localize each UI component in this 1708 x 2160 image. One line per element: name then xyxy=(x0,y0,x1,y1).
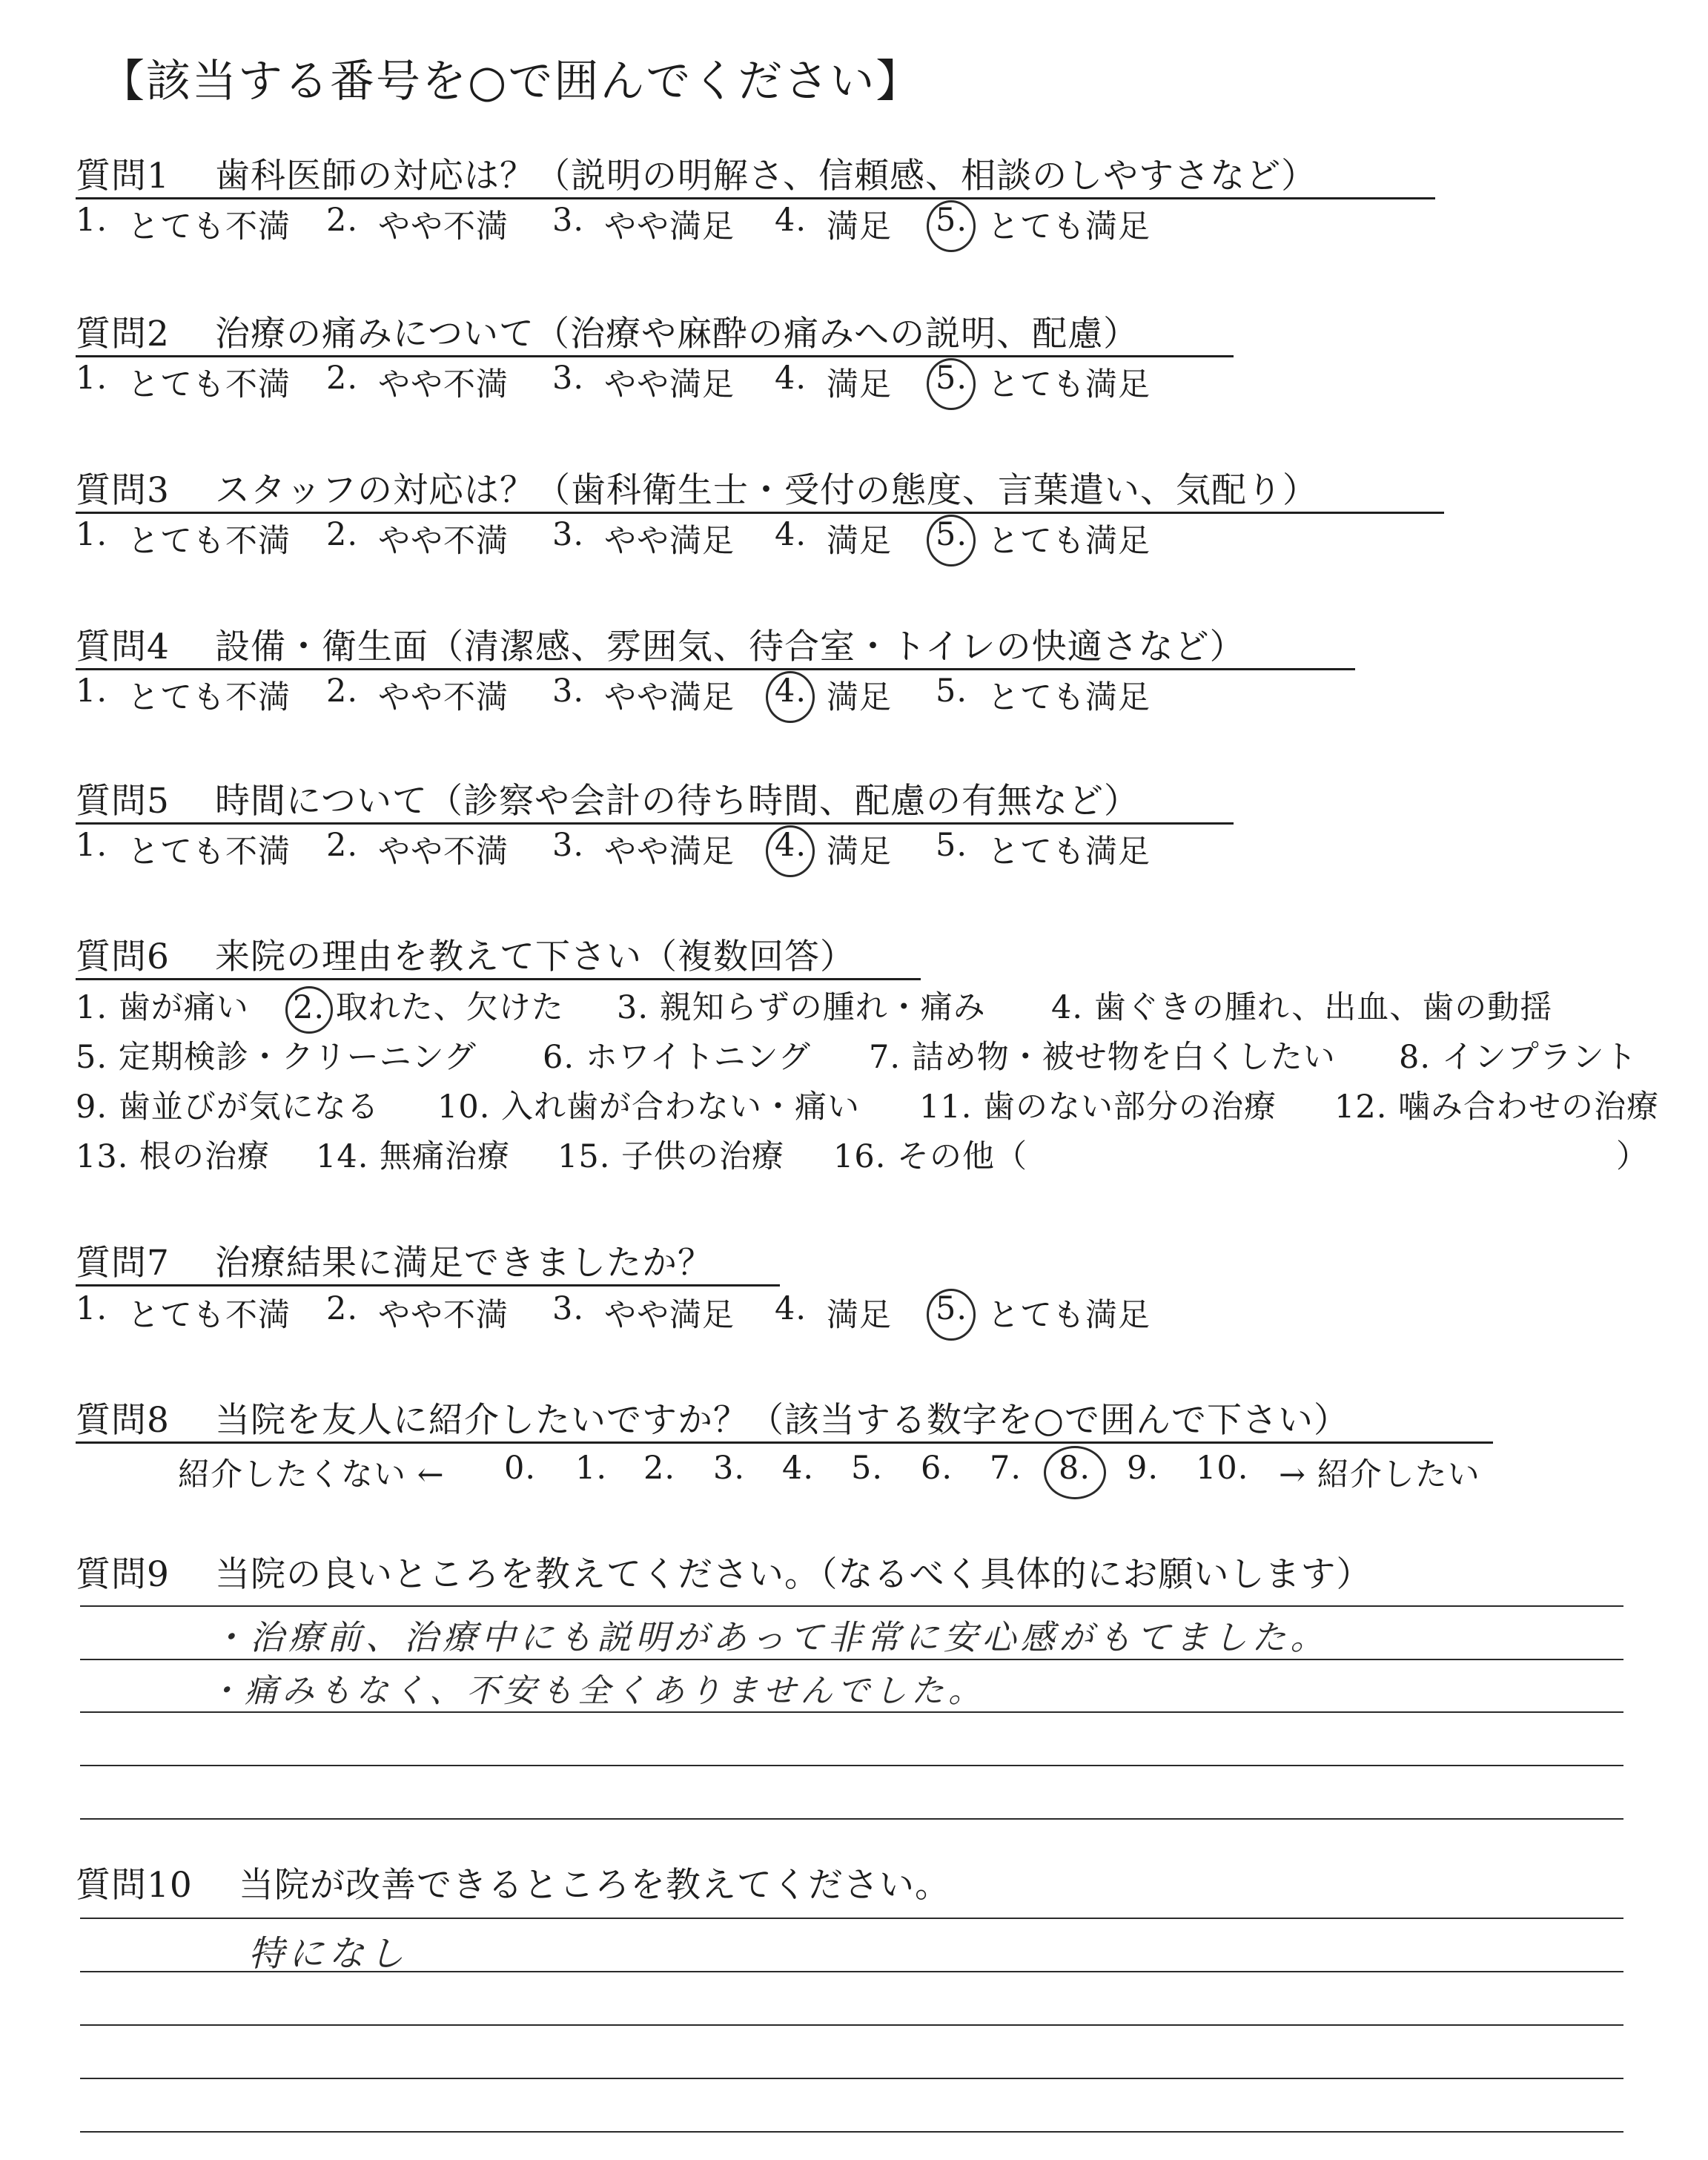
question-4-label: 質問4 xyxy=(76,627,170,667)
question-8-label: 質問8 xyxy=(76,1400,170,1441)
answer-line xyxy=(80,2078,1623,2079)
q7-option-1-label: とても不満 xyxy=(128,1297,291,1334)
q1-option-4-number: 4. xyxy=(775,202,807,239)
q5-option-3-number: 3. xyxy=(552,827,585,864)
question-6-label: 質問6 xyxy=(76,937,170,977)
q7-option-3-label: やや満足 xyxy=(604,1297,735,1334)
q1-option-5-label: とても満足 xyxy=(987,208,1151,245)
nps-option-2: 2. xyxy=(643,1450,676,1487)
q5-option-4-label: 満足 xyxy=(827,833,892,871)
answer-line xyxy=(80,1918,1623,1919)
reason-4: 4. 歯ぐきの腫れ、出血、歯の動揺 xyxy=(1051,989,1553,1026)
handwritten-answer-q9-line2: ・痛みもなく、不安も全くありませんでした。 xyxy=(208,1672,986,1710)
reason-15: 15. 子供の治療 xyxy=(557,1138,785,1175)
question-2-label: 質問2 xyxy=(76,314,170,354)
q5-option-5-label: とても満足 xyxy=(987,833,1151,871)
question-10-text: 当院が改善できるところを教えてください。 xyxy=(239,1865,950,1906)
reason-14: 14. 無痛治療 xyxy=(316,1138,511,1175)
nps-option-1: 1. xyxy=(575,1450,608,1487)
answer-circle-q1 xyxy=(927,200,976,252)
answer-circle-q4 xyxy=(766,671,815,723)
reason-9: 9. 歯並びが気になる xyxy=(76,1089,380,1126)
question-5-text: 時間について（診察や会計の待ち時間、配慮の有無など） xyxy=(215,781,1140,822)
question-7-text: 治療結果に満足できましたか？ xyxy=(215,1243,713,1284)
question-6-underline xyxy=(76,978,921,980)
page-title: 【該当する番号を○で囲んでください】 xyxy=(100,56,922,108)
q1-option-2-label: やや不満 xyxy=(378,208,509,245)
reason-8: 8. インプラント xyxy=(1399,1039,1638,1076)
answer-circle-q2 xyxy=(927,358,976,410)
reason-13: 13. 根の治療 xyxy=(76,1138,271,1175)
reason-10: 10. 入れ歯が合わない・痛い xyxy=(437,1089,861,1126)
nps-option-8: 8. xyxy=(1059,1450,1091,1487)
answer-line xyxy=(80,1765,1623,1766)
answer-circle-q6 xyxy=(285,986,333,1034)
question-8-text: 当院を友人に紹介したいですか？（該当する数字を○で囲んで下さい） xyxy=(215,1400,1350,1441)
question-1-underline xyxy=(76,197,1435,199)
q5-option-1-label: とても不満 xyxy=(128,833,291,871)
answer-line xyxy=(80,1818,1623,1820)
q7-option-1-number: 1. xyxy=(76,1290,108,1327)
question-3-text: スタッフの対応は？（歯科衛生士・受付の態度、言葉遣い、気配り） xyxy=(215,470,1318,511)
q7-option-4-number: 4. xyxy=(775,1290,807,1327)
question-1-label: 質問1 xyxy=(76,156,170,196)
q2-option-5-label: とても満足 xyxy=(987,366,1151,403)
nps-option-5: 5. xyxy=(851,1450,884,1487)
reason-16: 16. その他（ xyxy=(833,1138,1028,1175)
question-1-text: 歯科医師の対応は？（説明の明解さ、信頼感、相談のしやすさなど） xyxy=(215,156,1317,196)
nps-option-10: 10. xyxy=(1196,1450,1249,1487)
q4-option-3-number: 3. xyxy=(552,673,585,710)
nps-option-3: 3. xyxy=(713,1450,746,1487)
q3-option-3-label: やや満足 xyxy=(604,523,735,560)
answer-circle-q7 xyxy=(927,1289,976,1341)
reason-16-close-paren: ） xyxy=(1616,1138,1649,1175)
q5-option-5-number: 5. xyxy=(936,827,968,864)
q2-option-5-number: 5. xyxy=(936,360,968,397)
q7-option-2-number: 2. xyxy=(326,1290,359,1327)
question-6-text: 来院の理由を教えて下さい（複数回答） xyxy=(215,937,855,977)
question-5-label: 質問5 xyxy=(76,781,170,822)
answer-circle-q3 xyxy=(927,515,976,567)
reason-5: 5. 定期検診・クリーニング xyxy=(76,1039,477,1076)
question-9-text: 当院の良いところを教えてください。（なるべく具体的にお願いします） xyxy=(215,1554,1372,1595)
q1-option-3-label: やや満足 xyxy=(604,208,735,245)
reason-2: 2. 取れた、欠けた xyxy=(293,989,564,1026)
q4-option-5-number: 5. xyxy=(936,673,968,710)
answer-circle-q8 xyxy=(1044,1446,1106,1499)
q3-option-1-label: とても不満 xyxy=(128,523,291,560)
answer-line xyxy=(80,2131,1623,2133)
question-8-underline xyxy=(76,1441,1493,1444)
nps-option-6: 6. xyxy=(921,1450,953,1487)
q1-option-3-number: 3. xyxy=(552,202,585,239)
q2-option-3-number: 3. xyxy=(552,360,585,397)
q1-option-1-number: 1. xyxy=(76,202,108,239)
q1-option-2-number: 2. xyxy=(326,202,359,239)
q2-option-1-label: とても不満 xyxy=(128,366,291,403)
reason-1: 1. 歯が痛い xyxy=(76,989,249,1026)
reason-6: 6. ホワイトニング xyxy=(543,1039,811,1076)
q3-option-4-number: 4. xyxy=(775,516,807,553)
q2-option-3-label: やや満足 xyxy=(604,366,735,403)
question-3-underline xyxy=(76,512,1444,514)
q7-option-5-label: とても満足 xyxy=(987,1297,1151,1334)
nps-option-4: 4. xyxy=(782,1450,815,1487)
nps-option-0: 0. xyxy=(504,1450,537,1487)
q5-option-1-number: 1. xyxy=(76,827,108,864)
q4-option-5-label: とても満足 xyxy=(987,679,1151,716)
q2-option-4-label: 満足 xyxy=(827,366,892,403)
q1-option-4-label: 満足 xyxy=(827,208,892,245)
q7-option-5-number: 5. xyxy=(936,1290,968,1327)
question-2-underline xyxy=(76,355,1234,357)
reason-3: 3. 親知らずの腫れ・痛み xyxy=(617,989,986,1026)
question-7-underline xyxy=(76,1284,780,1287)
question-7-label: 質問7 xyxy=(76,1243,170,1284)
handwritten-answer-q9-line1: ・治療前、治療中にも説明があって非常に安心感がもてました。 xyxy=(211,1617,1329,1657)
question-2-text: 治療の痛みについて（治療や麻酔の痛みへの説明、配慮） xyxy=(215,314,1139,354)
q3-option-2-number: 2. xyxy=(326,516,359,553)
question-10-label: 質問10 xyxy=(76,1865,193,1906)
nps-right-label: → 紹介したい xyxy=(1279,1456,1480,1493)
q7-option-4-label: 満足 xyxy=(827,1297,892,1334)
q4-option-2-number: 2. xyxy=(326,673,359,710)
q4-option-3-label: やや満足 xyxy=(604,679,735,716)
answer-line xyxy=(80,2024,1623,2026)
question-4-text: 設備・衛生面（清潔感、雰囲気、待合室・トイレの快適さなど） xyxy=(215,627,1245,667)
nps-option-9: 9. xyxy=(1127,1450,1159,1487)
q3-option-5-number: 5. xyxy=(936,516,968,553)
q3-option-5-label: とても満足 xyxy=(987,523,1151,560)
q3-option-1-number: 1. xyxy=(76,516,108,553)
q5-option-3-label: やや満足 xyxy=(604,833,735,871)
q1-option-1-label: とても不満 xyxy=(128,208,291,245)
q5-option-2-label: やや不満 xyxy=(378,833,509,871)
question-3-label: 質問3 xyxy=(76,470,170,511)
reason-11: 11. 歯のない部分の治療 xyxy=(919,1089,1277,1126)
answer-line xyxy=(80,1605,1623,1607)
question-4-underline xyxy=(76,668,1355,670)
q5-option-2-number: 2. xyxy=(326,827,359,864)
q2-option-1-number: 1. xyxy=(76,360,108,397)
q4-option-1-label: とても不満 xyxy=(128,679,291,716)
handwritten-answer-q10: 特になし xyxy=(248,1933,409,1975)
q7-option-2-label: やや不満 xyxy=(378,1297,509,1334)
q4-option-1-number: 1. xyxy=(76,673,108,710)
q7-option-3-number: 3. xyxy=(552,1290,585,1327)
q3-option-2-label: やや不満 xyxy=(378,523,509,560)
q4-option-4-number: 4. xyxy=(775,673,807,710)
question-9-label: 質問9 xyxy=(76,1554,170,1595)
nps-left-label: 紹介したくない ← xyxy=(178,1456,445,1493)
q3-option-3-number: 3. xyxy=(552,516,585,553)
reason-7: 7. 詰め物・被せ物を白くしたい xyxy=(869,1039,1336,1076)
q1-option-5-number: 5. xyxy=(936,202,968,239)
q3-option-4-label: 満足 xyxy=(827,523,892,560)
q2-option-4-number: 4. xyxy=(775,360,807,397)
q4-option-4-label: 満足 xyxy=(827,679,892,716)
q2-option-2-number: 2. xyxy=(326,360,359,397)
q5-option-4-number: 4. xyxy=(775,827,807,864)
q2-option-2-label: やや不満 xyxy=(378,366,509,403)
question-5-underline xyxy=(76,822,1234,825)
reason-12: 12. 噛み合わせの治療 xyxy=(1334,1089,1660,1126)
answer-circle-q5 xyxy=(766,825,815,877)
nps-option-7: 7. xyxy=(990,1450,1022,1487)
answer-line xyxy=(80,1711,1623,1713)
q4-option-2-label: やや不満 xyxy=(378,679,509,716)
